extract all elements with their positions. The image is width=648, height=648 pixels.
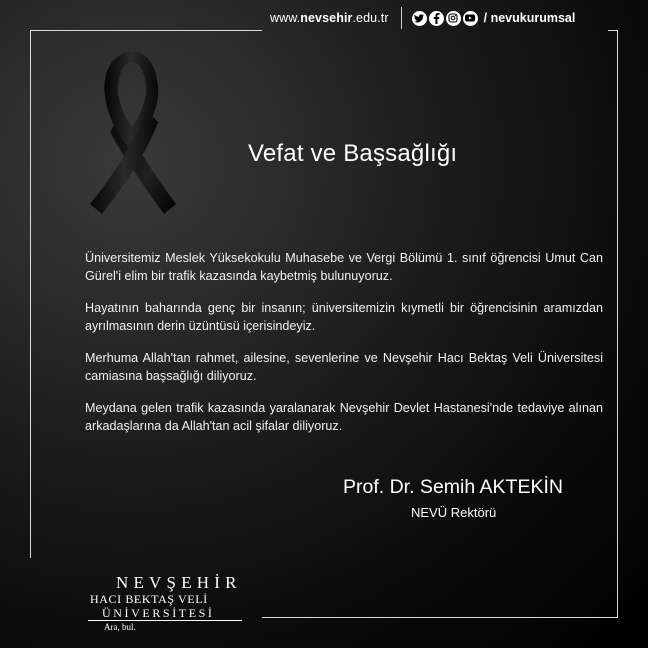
logo-line-name: HACI BEKTAŞ VELİ [90,592,208,606]
social-icons [412,11,478,26]
logo-line-city: NEVŞEHİR [116,573,242,592]
message-body [85,250,603,450]
mourning-ribbon-icon [72,44,192,219]
signer-title: NEVÜ Rektörü [411,505,497,520]
frame-top-left-line [30,30,262,31]
message-paragraph: Hayatının baharında genç bir insanın; üniversitemizin kıymetli bir öğrencisinin aramızdan ayrılmasının derin üzüntüsü içerisindeyiz. [85,301,603,333]
frame-left-line [30,30,31,558]
social-handle[interactable]: / nevukurumsal [483,11,576,25]
page-title: Vefat ve Başsağlığı [248,140,458,167]
facebook-icon[interactable] [429,11,444,26]
frame-bottom-line [262,617,618,618]
university-logo [88,574,248,633]
frame-right-line [617,30,618,618]
message-paragraph: Meydana gelen trafik kazasında yaralanarak Nevşehir Devlet Hastanesi'nde tedaviye alınan arkadaşlarına da Allah'tan acil şifalar diliyoruz. [85,401,603,433]
instagram-icon[interactable] [446,11,461,26]
message-paragraph: Üniversitemiz Meslek Yüksekokulu Muhasebe ve Vergi Bölümü 1. sınıf öğrencisi Umut Can Gürel'i elim bir trafik kazasında kaybetmiş bulunuyoruz. [85,251,603,283]
message-paragraph: Merhuma Allah'tan rahmet, ailesine, sevenlerine ve Nevşehir Hacı Bektaş Veli Üniversitesi camiasına başsağlığı diliyoruz. [85,351,603,383]
website-url[interactable]: www.nevsehir.edu.tr [270,11,389,25]
logo-slogan: Ara, bul. [104,622,136,632]
twitter-icon[interactable] [412,11,427,26]
header-divider [401,7,402,29]
logo-line-university: ÜNİVERSİTESİ [88,606,242,621]
signer-name: Prof. Dr. Semih AKTEKİN [343,476,563,498]
header-bar [270,6,575,30]
youtube-icon[interactable] [463,11,478,26]
